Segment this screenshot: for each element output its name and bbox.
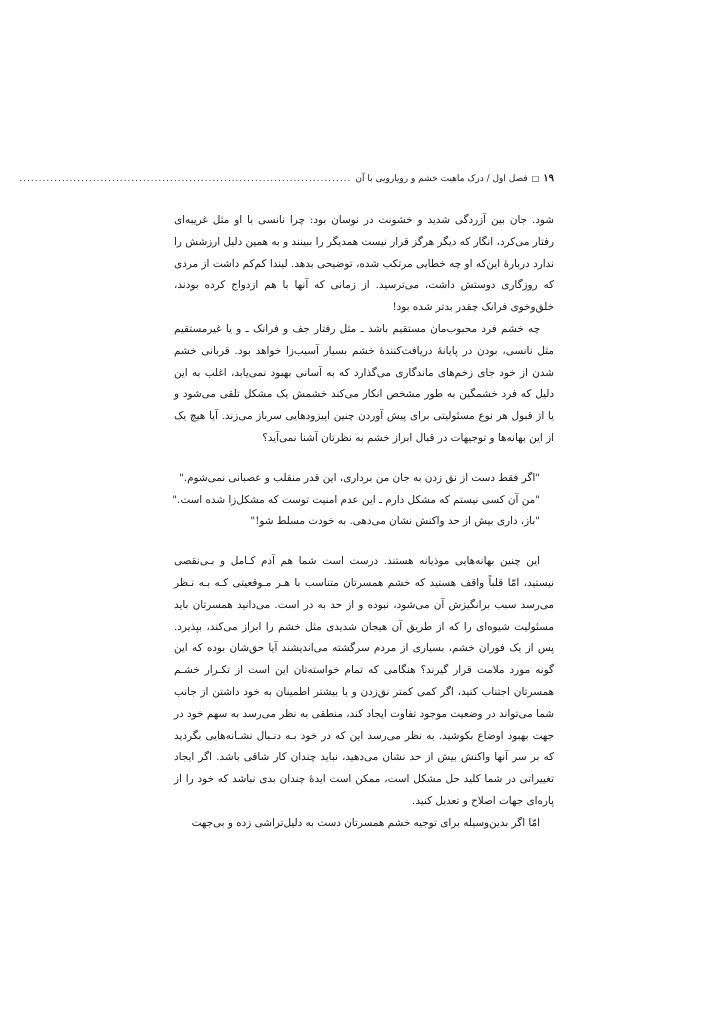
page-number: ۱۹ xyxy=(543,173,554,184)
paragraph-4: امّا اگر بدین‌وسیله برای توجیه خشم همسرتان دست به دلیل‌تراشی زده و بی‌جهت xyxy=(191,816,540,829)
quote-line: "من آن کسی نیستم که مشکل دارم ـ این عدم امنیت توست که مشکل‌زا شده است." xyxy=(172,493,540,506)
paragraph-1: شود. جان بین آزردگی شدید و خشونت در نوسان بود: چرا نانسی با او مثل غریبه‌ای رفتار می‌کرد، انگار که دیگر هرگز قرار نیست همدیگر را ببینند و به همین دلیل ارزشش را ندارد دربارهٔ این‌که او چه خطایی مرتکب شده، توضیحی بدهد. لیندا کم‌کم داشت از مردی که روزگاری دوستش داشت، می‌ترسید. از زمانی که آنها با هم ازدواج کرده بودند، خلق‌وخوی فرانک چقدر بدتر شده بود! xyxy=(174,214,554,314)
running-head xyxy=(19,172,554,186)
paragraph-2: چه خشم فرد محبوب‌مان مستقیم باشد ـ مثل رفتار جف و فرانک ـ و یا غیرمستقیم مثل نانسی، بودن در پایانهٔ دریافت‌کنندهٔ خشم بسیار آسیب‌زا خواهد بود. قربانی خشم شدن از خود جای زخم‌های ماندگاری می‌گذارد که به آسانی بهبود نمی‌یابد، اغلب به این دلیل که فرد خشمگین به طور مشخص انکار می‌کند خشمش یک مشکل تلقی می‌شود و یا از قبول هر نوع مسئولیتی برای پیش آوردن چنین اپیزودهایی سرباز می‌زند. آیا هیچ یک از این بهانه‌ها و توجیهات در قبال ابراز خشم به نظرتان آشنا نمی‌آید؟ xyxy=(174,322,554,444)
quote-line: "باز، داری بیش از حد واکنش نشان می‌دهی. به خودت مسلط شو!" xyxy=(250,515,540,528)
quote-line: "اگر فقط دست از نق زدن به جان من برداری، این قدر منقلب و عصبانی نمی‌شوم." xyxy=(178,471,540,484)
separator-square: □ xyxy=(531,174,540,183)
paragraph-3: این چنین بهانه‌هایی موذیانه هستند. درست است شما هم آدم کـامل و بـی‌نقصی نیستید، امّا قلباً واقف هستید که خشم همسرتان متناسب با هـر مـوقعیتی کـه بـه نـظر می‌رسد سبب برانگیزش آن می‌شود، نبوده و از حد به در است. می‌دانید همسرتان باید مسئولیت شیوه‌ای را که از طریق آن هیجان شدیدی مثل خشم را ابراز می‌کند، بپذیرد. پس از یک فوران خشم، بسیاری از مردم سرگشته می‌اندیشند آیا حق‌شان بوده که این گونه مورد ملامت قرار گیرند؟ هنگامی که تمام خواسته‌تان این است از تکـرار خشـم همسرتان اجتناب کنید، اگر کمی کمتر نق‌زدن و یا بیشتر اطمینان به خود داشتن از جانب شما می‌تواند در وضعیت موجود تفاوت ایجاد کند، منطقی به نظر می‌رسد به سهم خود در جهت بهبود اوضاع بکوشید. به نظر می‌رسد این که در خود بـه دنـبال نشـانه‌هایی بگردید که بر سر آنها واکنش بیش از حد نشان می‌دهید، نباید چندان کار شاقی باشد. اگر ایجاد تغییراتی در شما کلید حل مشکل است، ممکن است ایدهٔ چندان بدی نباشد که خود را از پاره‌ای جهات اصلاح و تعدیل کنید. xyxy=(174,555,554,807)
quote-block xyxy=(174,468,554,533)
chapter-title: فصل اول / درک ماهیت خشم و رویارویی با آن xyxy=(355,174,528,184)
leader-dots: ...................................................................................... xyxy=(19,174,352,184)
book-page xyxy=(19,172,554,835)
